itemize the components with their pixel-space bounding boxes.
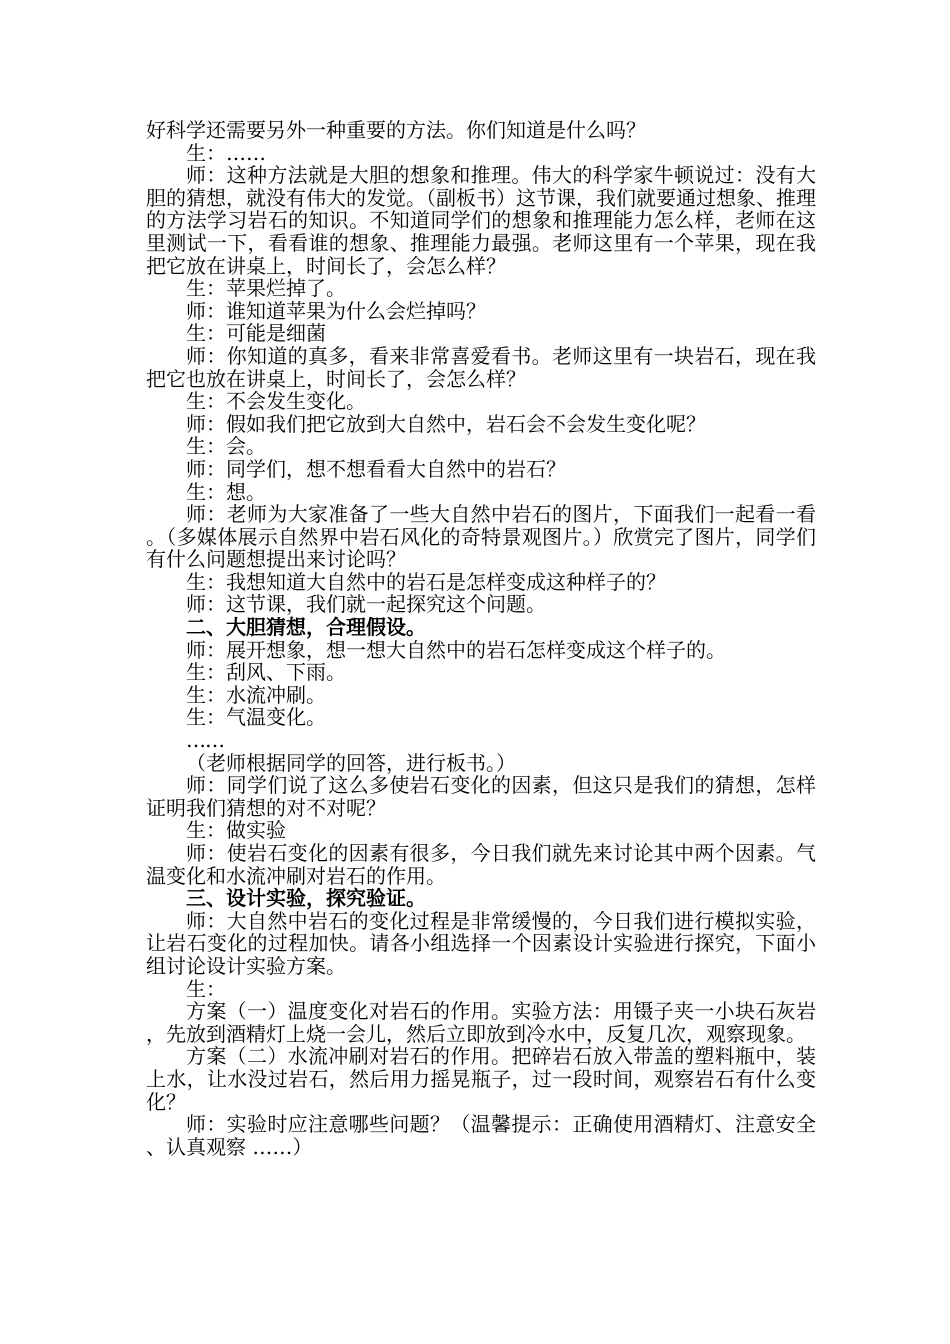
paragraph: 生：我想知道大自然中的岩石是怎样变成这种样子的？ [186, 569, 666, 594]
paragraph: 方案（一）温度变化对岩石的作用。实验方法：用镊子夹一小块石灰岩，先放到酒精灯上烧一会儿，然后立即放到冷水中，反复几次，观察现象。 [146, 999, 816, 1046]
paragraph: 师：使岩石变化的因素有很多，今日我们就先来讨论其中两个因素。气温变化和水流冲刷对岩石的作用。 [146, 841, 816, 888]
paragraph: 生：苹果烂掉了。 [186, 276, 346, 301]
paragraph: 方案（二）水流冲刷对岩石的作用。把碎岩石放入带盖的塑料瓶中，装上水，让水没过岩石，然后用力摇晃瓶子，过一段时间，观察岩石有什么变化？ [146, 1044, 816, 1114]
paragraph: 生：气温变化。 [186, 705, 326, 730]
ellipsis-line: …… [186, 728, 224, 753]
paragraph: 师：老师为大家准备了一些大自然中岩石的图片，下面我们一起看一看。（多媒体展示自然界中岩石风化的奇特景观图片。）欣赏完了图片，同学们有什么问题想提出来讨论吗？ [146, 502, 816, 572]
paragraph: 生：不会发生变化。 [186, 389, 366, 414]
paragraph: 师：这种方法就是大胆的想象和推理。伟大的科学家牛顿说过：没有大胆的猜想，就没有伟大的发觉。（副板书）这节课，我们就要通过想象、推理的方法学习岩石的知识。不知道同学们的想象和推理能力怎么样，老师在这里测试一下，看看谁的想象、推理能力最强。老师这里有一个苹果，现在我把它放在讲桌上，时间长了，会怎么样？ [146, 163, 816, 278]
paragraph: 生：水流冲刷。 [186, 682, 326, 707]
section-heading: 三、设计实验，探究验证。 [186, 886, 426, 911]
paragraph: 生：想。 [186, 479, 266, 504]
paragraph: 师：谁知道苹果为什么会烂掉吗？ [186, 298, 486, 323]
paragraph: 师：你知道的真多，看来非常喜爱看书。老师这里有一块岩石，现在我把它也放在讲桌上，时间长了，会怎么样？ [146, 343, 816, 391]
paragraph: 师：假如我们把它放到大自然中，岩石会不会发生变化呢？ [186, 411, 706, 436]
paragraph: 师：展开想象，想一想大自然中的岩石怎样变成这个样子的。 [186, 637, 726, 662]
paragraph: 师：这节课，我们就一起探究这个问题。 [186, 592, 546, 617]
paragraph: 生： [186, 976, 226, 1001]
paragraph: 师：实验时应注意哪些问题？（温馨提示：正确使用酒精灯、注意安全、认真观察 ……） [146, 1112, 816, 1159]
paragraph: （老师根据同学的回答，进行板书。） [186, 750, 516, 775]
paragraph: 师：同学们说了这么多使岩石变化的因素，但这只是我们的猜想，怎样证明我们猜想的对不对呢？ [146, 773, 816, 820]
paragraph: 生：做实验 [186, 818, 286, 843]
paragraph: 师：同学们，想不想看看大自然中的岩石？ [186, 456, 566, 481]
paragraph: 生：会。 [186, 434, 266, 459]
paragraph: 生：…… [186, 140, 266, 165]
paragraph: 好科学还需要另外一种重要的方法。你们知道是什么吗？ [146, 118, 646, 142]
section-heading: 二、大胆猜想，合理假设。 [186, 615, 426, 640]
paragraph: 生：刮风、下雨。 [186, 660, 346, 685]
paragraph: 师：大自然中岩石的变化过程是非常缓慢的，今日我们进行模拟实验，让岩石变化的过程加快。请各小组选择一个因素设计实验进行探究，下面小组讨论设计实验方案。 [146, 908, 816, 978]
paragraph: 生：可能是细菌 [186, 321, 326, 346]
document-page [146, 119, 816, 1158]
